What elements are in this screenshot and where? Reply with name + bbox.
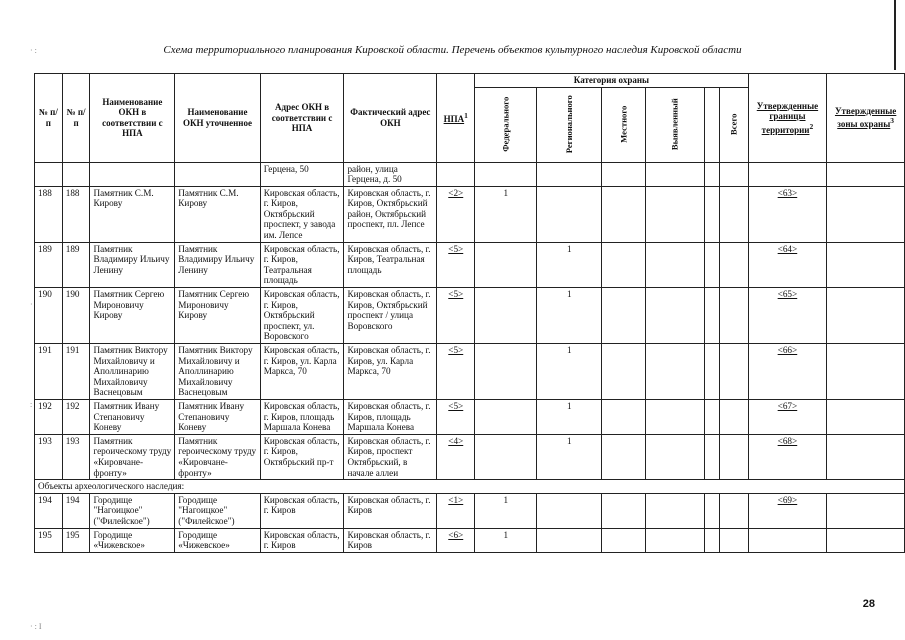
table-row bbox=[35, 288, 905, 344]
cell-zones bbox=[827, 493, 905, 528]
table-row bbox=[35, 399, 905, 434]
cell-name-npa: Памятник Ивану Степановичу Коневу bbox=[90, 399, 175, 434]
cell-name-npa: Памятник Сергею Мироновичу Кирову bbox=[90, 288, 175, 344]
cell-local bbox=[602, 344, 646, 400]
header-cat-regional bbox=[537, 87, 602, 162]
header-cat-federal bbox=[475, 87, 537, 162]
cell-name-refined: Памятник Сергею Мироновичу Кирову bbox=[175, 288, 260, 344]
cell-address-actual: район, улица Герцена, д. 50 bbox=[344, 162, 437, 186]
header-cat-empty bbox=[705, 87, 720, 162]
section-archaeology-label: Объекты археологического наследия: bbox=[35, 480, 905, 494]
margin-mark: : bbox=[30, 400, 33, 409]
cell-federal: 1 bbox=[475, 493, 537, 528]
cell-n1: 188 bbox=[35, 186, 63, 242]
cell-total bbox=[720, 242, 748, 287]
page-title: Схема территориального планирования Кировской области. Перечень объектов культурного наследия Кировской области bbox=[163, 44, 742, 56]
cell-npa-link[interactable]: <4> bbox=[437, 434, 475, 479]
table-row bbox=[35, 186, 905, 242]
cell-zones bbox=[827, 344, 905, 400]
table-row bbox=[35, 528, 905, 552]
header-cat-total-label: Всего bbox=[728, 113, 739, 136]
cell-name-npa: Городище «Чижевское» bbox=[90, 528, 175, 552]
footnote-marker: 3 bbox=[890, 116, 895, 126]
cell-address-npa: Кировская область, г. Киров, Октябрьский пр-т bbox=[260, 434, 344, 479]
cell-total bbox=[720, 434, 748, 479]
cell-name-refined: Памятник героическому труду «Кировчане-фронту» bbox=[175, 434, 260, 479]
cell-address-actual: Кировская область, г. Киров, Театральная площадь bbox=[344, 242, 437, 287]
header-address-npa: Адрес ОКН в соответствии с НПА bbox=[260, 74, 344, 163]
cell-regional: 1 bbox=[537, 242, 602, 287]
cell-address-npa: Кировская область, г. Киров, Театральная площадь bbox=[260, 242, 344, 287]
cell-n2: 195 bbox=[62, 528, 90, 552]
cell-local bbox=[602, 434, 646, 479]
cell-borders-link[interactable]: <64> bbox=[748, 242, 827, 287]
header-cat-local-label: Местного bbox=[618, 105, 629, 144]
cell-zones bbox=[827, 434, 905, 479]
cell-zones bbox=[827, 399, 905, 434]
cell-npa-link[interactable]: <5> bbox=[437, 344, 475, 400]
header-cat-identified-label: Выявленный bbox=[670, 98, 681, 151]
cell-federal bbox=[475, 399, 537, 434]
cell-federal: 1 bbox=[475, 528, 537, 552]
cell-address-actual: Кировская область, г. Киров, ул. Карла Маркса, 70 bbox=[344, 344, 437, 400]
cell-local bbox=[602, 399, 646, 434]
cell-address-npa: Кировская область, г. Киров, Октябрьский проспект, ул. Воровского bbox=[260, 288, 344, 344]
table-row bbox=[35, 493, 905, 528]
cell-local bbox=[602, 288, 646, 344]
cell-total bbox=[720, 493, 748, 528]
cell-regional bbox=[537, 186, 602, 242]
cell-zones bbox=[827, 242, 905, 287]
cell-n2: 192 bbox=[62, 399, 90, 434]
cell-total bbox=[720, 528, 748, 552]
header-approved-zones bbox=[827, 74, 905, 163]
header-approved-zones-label: Утвержденные зоны охраны bbox=[834, 105, 897, 130]
cell-address-npa: Кировская область, г. Киров, площадь Маршала Конева bbox=[260, 399, 344, 434]
cell-name-refined: Памятник Виктору Михайловичу и Аполлинарию Михайловичу Васнецовым bbox=[175, 344, 260, 400]
cell-federal bbox=[475, 344, 537, 400]
cell-n2: 190 bbox=[62, 288, 90, 344]
cell-zones bbox=[827, 528, 905, 552]
cell-n1: 192 bbox=[35, 399, 63, 434]
cell-identified bbox=[646, 528, 705, 552]
cell-name-npa: Городище "Нагоицкое" ("Филейское") bbox=[90, 493, 175, 528]
cell-npa-link[interactable]: <5> bbox=[437, 242, 475, 287]
cell-address-npa: Кировская область, г. Киров, ул. Карла Маркса, 70 bbox=[260, 344, 344, 400]
cell-regional: 1 bbox=[537, 399, 602, 434]
cell-n2: 189 bbox=[62, 242, 90, 287]
header-cat-federal-label: Федерального bbox=[500, 97, 511, 152]
cell-address-npa: Кировская область, г. Киров bbox=[260, 528, 344, 552]
cell-npa-link[interactable]: <1> bbox=[437, 493, 475, 528]
cell-regional bbox=[537, 493, 602, 528]
cell-name-refined: Памятник Ивану Степановичу Коневу bbox=[175, 399, 260, 434]
cell-n2: 193 bbox=[62, 434, 90, 479]
cell-borders-link[interactable]: <69> bbox=[748, 493, 827, 528]
cell-federal bbox=[475, 242, 537, 287]
cell-identified bbox=[646, 434, 705, 479]
cell-identified bbox=[646, 242, 705, 287]
cell-address-actual: Кировская область, г. Киров bbox=[344, 528, 437, 552]
cell-address-npa: Кировская область, г. Киров bbox=[260, 493, 344, 528]
cell-regional: 1 bbox=[537, 288, 602, 344]
cell-total bbox=[720, 186, 748, 242]
cell-n1: 189 bbox=[35, 242, 63, 287]
cell-federal: 1 bbox=[475, 186, 537, 242]
cell-borders-link[interactable]: <66> bbox=[748, 344, 827, 400]
cell-n2: 194 bbox=[62, 493, 90, 528]
cell-name-npa: Памятник Виктору Михайловичу и Аполлинарию Михайловичу Васнецовым bbox=[90, 344, 175, 400]
cell-federal bbox=[475, 434, 537, 479]
cell-zones bbox=[827, 288, 905, 344]
cell-address-npa: Кировская область, г. Киров, Октябрьский проспект, у завода им. Лепсе bbox=[260, 186, 344, 242]
header-npa bbox=[437, 74, 475, 163]
cell-borders-link[interactable] bbox=[748, 528, 827, 552]
cell-identified bbox=[646, 186, 705, 242]
cell-name-refined: Городище «Чижевское» bbox=[175, 528, 260, 552]
cell-borders-link[interactable]: <65> bbox=[748, 288, 827, 344]
cell-local bbox=[602, 242, 646, 287]
cell-total bbox=[720, 288, 748, 344]
cell-regional: 1 bbox=[537, 434, 602, 479]
header-num1: № п/п bbox=[35, 74, 63, 163]
header-name-npa: Наименование ОКН в соответствии с НПА bbox=[90, 74, 175, 163]
cell-name-npa: Памятник С.М. Кирову bbox=[90, 186, 175, 242]
header-cat-local bbox=[602, 87, 646, 162]
cell-address-actual: Кировская область, г. Киров bbox=[344, 493, 437, 528]
cell-address-npa: Герцена, 50 bbox=[260, 162, 344, 186]
cell-total bbox=[720, 344, 748, 400]
header-cat-identified bbox=[646, 87, 705, 162]
cell-address-actual: Кировская область, г. Киров, Октябрьский район, Октябрьский проспект, пл. Лепсе bbox=[344, 186, 437, 242]
cell-identified bbox=[646, 493, 705, 528]
table-row bbox=[35, 434, 905, 479]
cell-regional: 1 bbox=[537, 344, 602, 400]
cell-local bbox=[602, 493, 646, 528]
scan-edge-line bbox=[894, 0, 896, 70]
table-row bbox=[35, 242, 905, 287]
cell-federal bbox=[475, 288, 537, 344]
cell-n2: 191 bbox=[62, 344, 90, 400]
cell-zones bbox=[827, 186, 905, 242]
cell-local bbox=[602, 186, 646, 242]
table-header-row bbox=[35, 74, 905, 88]
margin-mark: · bbox=[30, 300, 33, 309]
page-number: 28 bbox=[862, 598, 875, 610]
cell-n1: 191 bbox=[35, 344, 63, 400]
header-name-refined: Наименование ОКН уточненное bbox=[175, 74, 260, 163]
cell-address-actual: Кировская область, г. Киров, площадь Маршала Конева bbox=[344, 399, 437, 434]
footnote-marker: 1 bbox=[464, 111, 468, 120]
cell-n2: 188 bbox=[62, 186, 90, 242]
cell-local bbox=[602, 528, 646, 552]
table-row bbox=[35, 344, 905, 400]
cell-address-actual: Кировская область, г. Киров, Октябрьский проспект / улица Воровского bbox=[344, 288, 437, 344]
cell-identified bbox=[646, 344, 705, 400]
cell-address-actual: Кировская область, г. Киров, проспект Октябрьский, в начале аллеи bbox=[344, 434, 437, 479]
cell-regional bbox=[537, 528, 602, 552]
margin-mark: · : I bbox=[30, 622, 42, 631]
header-cat-total bbox=[720, 87, 748, 162]
header-num2: № п/п bbox=[62, 74, 90, 163]
cell-borders-link[interactable]: <68> bbox=[748, 434, 827, 479]
margin-mark: · : bbox=[30, 46, 37, 55]
cell-identified bbox=[646, 399, 705, 434]
header-npa-label: НПА bbox=[443, 114, 465, 124]
cell-name-refined: Памятник Владимиру Ильичу Ленину bbox=[175, 242, 260, 287]
cell-npa-link[interactable]: <6> bbox=[437, 528, 475, 552]
cell-name-refined: Городище "Нагоицкое" ("Филейское") bbox=[175, 493, 260, 528]
heritage-objects-table bbox=[34, 73, 905, 553]
cell-n1: 193 bbox=[35, 434, 63, 479]
table-row-continuation bbox=[35, 162, 905, 186]
footnote-marker: 2 bbox=[809, 121, 814, 131]
cell-borders-link[interactable]: <63> bbox=[748, 186, 827, 242]
header-category: Категория охраны bbox=[475, 74, 748, 88]
header-cat-regional-label: Регионального bbox=[564, 95, 574, 154]
header-address-actual: Фактический адрес ОКН bbox=[344, 74, 437, 163]
cell-npa-link[interactable]: <5> bbox=[437, 399, 475, 434]
cell-n1: 194 bbox=[35, 493, 63, 528]
cell-npa-link[interactable]: <5> bbox=[437, 288, 475, 344]
cell-n1: 195 bbox=[35, 528, 63, 552]
cell-name-npa: Памятник Владимиру Ильичу Ленину bbox=[90, 242, 175, 287]
header-approved-borders-label: Утвержденные границы территории bbox=[756, 100, 819, 135]
cell-identified bbox=[646, 288, 705, 344]
cell-total bbox=[720, 399, 748, 434]
cell-borders-link[interactable]: <67> bbox=[748, 399, 827, 434]
cell-name-npa: Памятник героическому труду «Кировчане-фронту» bbox=[90, 434, 175, 479]
section-row bbox=[35, 480, 905, 494]
cell-npa-link[interactable]: <2> bbox=[437, 186, 475, 242]
cell-n1: 190 bbox=[35, 288, 63, 344]
cell-name-refined: Памятник С.М. Кирову bbox=[175, 186, 260, 242]
header-approved-borders bbox=[748, 74, 827, 163]
